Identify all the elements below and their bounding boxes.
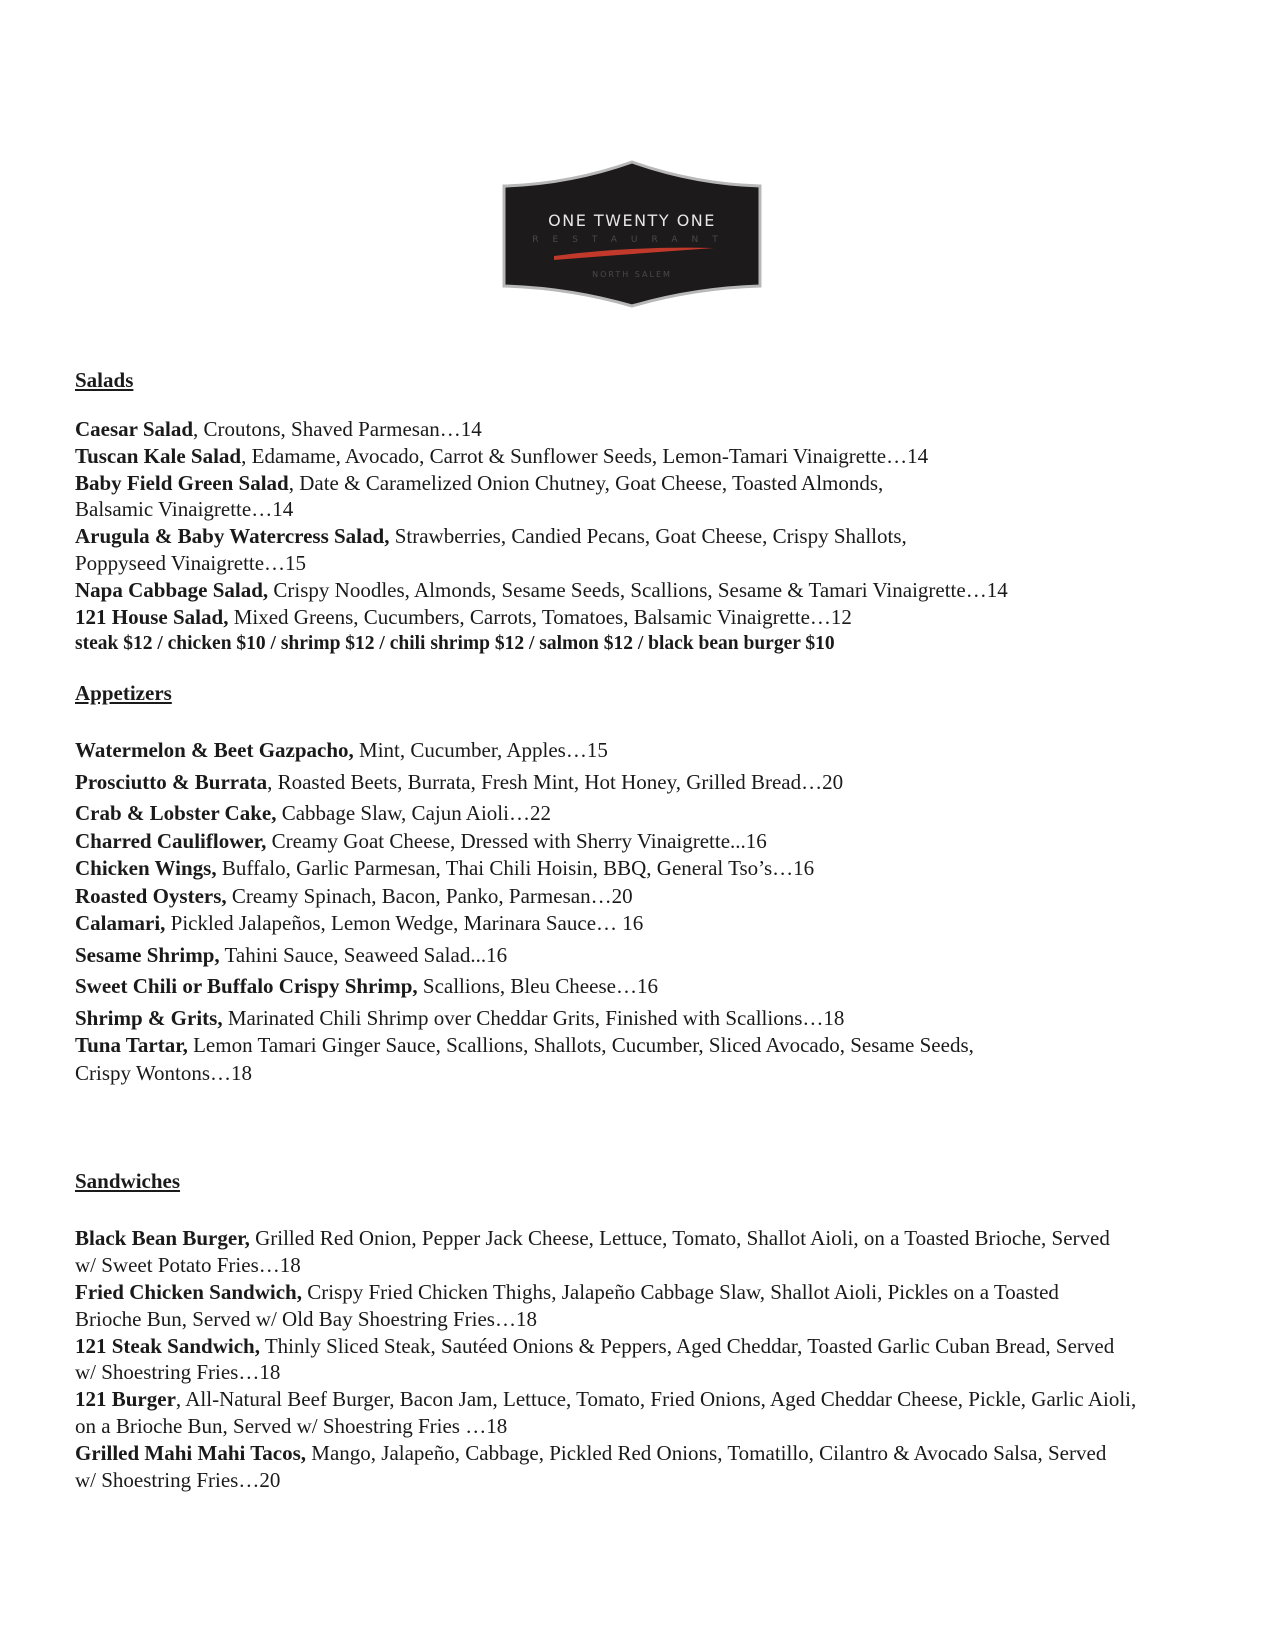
appetizers-list xyxy=(75,737,1215,1087)
menu-item: Sweet Chili or Buffalo Crispy Shrimp, Scallions, Bleu Cheese…16 xyxy=(75,974,658,999)
menu-item: 121 Steak Sandwich, Thinly Sliced Steak, Sautéed Onions & Peppers, Aged Cheddar, Toasted Garlic Cuban Bread, Served w/ Shoestring Fries…18 xyxy=(75,1333,1115,1385)
salads-heading: Salads xyxy=(75,368,134,392)
menu-item: Baby Field Green Salad, Date & Caramelized Onion Chutney, Goat Cheese, Toasted Almonds, Balsamic Vinaigrette…14 xyxy=(75,470,884,522)
restaurant-logo xyxy=(500,160,764,308)
menu-item: Tuscan Kale Salad, Edamame, Avocado, Carrot & Sunflower Seeds, Lemon-Tamari Vinaigrette…14 xyxy=(75,443,929,468)
salad-addons: steak $12 / chicken $10 / shrimp $12 / chili shrimp $12 / salmon $12 / black bean burger $10 xyxy=(75,633,835,655)
salads-list xyxy=(75,416,1215,657)
menu-item: Crab & Lobster Cake, Cabbage Slaw, Cajun Aioli…22 xyxy=(75,801,551,826)
menu-item: Black Bean Burger, Grilled Red Onion, Pepper Jack Cheese, Lettuce, Tomato, Shallot Aioli, on a Toasted Brioche, Served w/ Sweet Potato Fries…18 xyxy=(75,1226,1110,1278)
menu-item: Grilled Mahi Mahi Tacos, Mango, Jalapeño, Cabbage, Pickled Red Onions, Tomatillo, Cilantro & Avocado Salsa, Served w/ Shoestring Fries…20 xyxy=(75,1440,1107,1492)
menu-item: Fried Chicken Sandwich, Crispy Fried Chicken Thighs, Jalapeño Cabbage Slaw, Shallot Aioli, Pickles on a Toasted Brioche Bun, Served w/ Old Bay Shoestring Fries…18 xyxy=(75,1279,1059,1331)
menu-item: Chicken Wings, Buffalo, Garlic Parmesan, Thai Chili Hoisin, BBQ, General Tso’s…16 xyxy=(75,856,815,881)
logo-line2: RESTAURANT xyxy=(532,235,732,245)
menu-item: Shrimp & Grits, Marinated Chili Shrimp over Cheddar Grits, Finished with Scallions…18 xyxy=(75,1005,845,1030)
menu-item: Roasted Oysters, Creamy Spinach, Bacon, Panko, Parmesan…20 xyxy=(75,883,633,908)
logo-line3: NORTH SALEM xyxy=(592,270,672,279)
logo-badge xyxy=(500,160,764,308)
sandwiches-heading: Sandwiches xyxy=(75,1169,181,1194)
menu-item: Watermelon & Beet Gazpacho, Mint, Cucumber, Apples…15 xyxy=(75,738,608,763)
menu-item: Caesar Salad, Croutons, Shaved Parmesan…14 xyxy=(75,417,482,441)
menu-item: 121 House Salad, Mixed Greens, Cucumbers, Carrots, Tomatoes, Balsamic Vinaigrette…12 xyxy=(75,604,852,629)
menu-item: 121 Burger, All-Natural Beef Burger, Bacon Jam, Lettuce, Tomato, Fried Onions, Aged Cheddar Cheese, Pickle, Garlic Aioli, on a Brioche Bun, Served w/ Shoestring Fries …18 xyxy=(75,1387,1137,1438)
menu-item: Prosciutto & Burrata, Roasted Beets, Burrata, Fresh Mint, Hot Honey, Grilled Bread…20 xyxy=(75,769,844,794)
menu-item: Sesame Shrimp, Tahini Sauce, Seaweed Salad...16 xyxy=(75,942,508,967)
menu-content xyxy=(75,366,1215,1493)
menu-item: Napa Cabbage Salad, Crispy Noodles, Almonds, Sesame Seeds, Scallions, Sesame & Tamari Vinaigrette…14 xyxy=(75,577,1008,602)
menu-item: Arugula & Baby Watercress Salad, Strawberries, Candied Pecans, Goat Cheese, Crispy Shallots, Poppyseed Vinaigrette…15 xyxy=(75,524,907,575)
logo-line1: ONE TWENTY ONE xyxy=(548,211,716,230)
sandwiches-list xyxy=(75,1225,1215,1493)
menu-item: Calamari, Pickled Jalapeños, Lemon Wedge, Marinara Sauce… 16 xyxy=(75,911,644,936)
menu-item: Charred Cauliflower, Creamy Goat Cheese, Dressed with Sherry Vinaigrette...16 xyxy=(75,828,767,853)
appetizers-heading: Appetizers xyxy=(75,681,172,706)
menu-item: Tuna Tartar, Lemon Tamari Ginger Sauce, Scallions, Shallots, Cucumber, Sliced Avocado, Sesame Seeds, Crispy Wontons…18 xyxy=(75,1033,974,1085)
